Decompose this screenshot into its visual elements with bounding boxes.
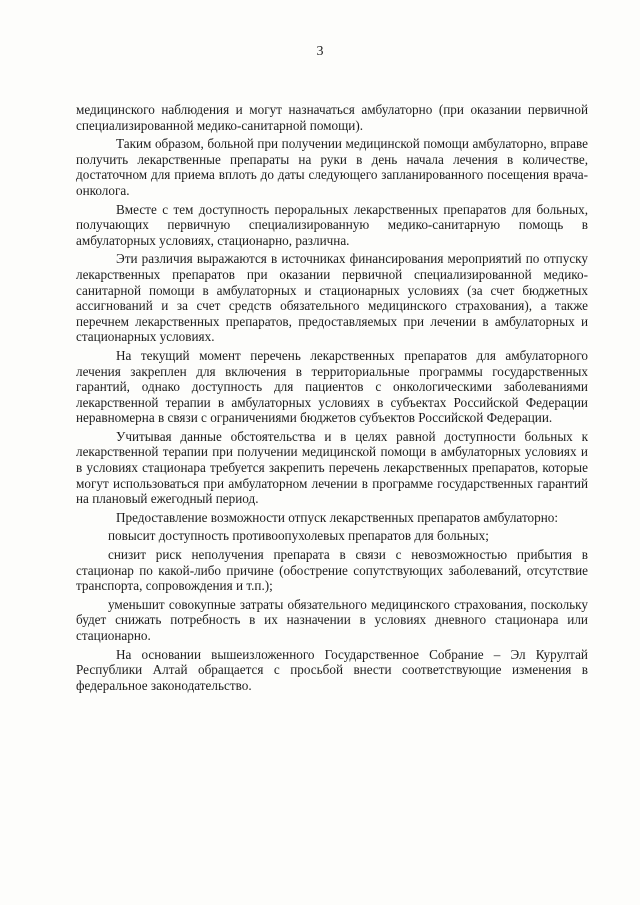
paragraph-outpatient-right: Таким образом, больной при получении медицинской помощи амбулаторно, вправе получить лекарственные препараты на руки в день начала лечения в количестве, достаточном для приема вплоть до даты следующего запланированного посещения врача-онколога. [76,136,588,198]
paragraph-proposal: Учитывая данные обстоятельства и в целях равной доступности больных к лекарственной терапии при получении медицинской помощи в амбулаторных условиях и в условиях стационара требуется закрепить перечень лекарственных препаратов, которые могут использоваться при амбулаторном лечении в программе государственных гарантий на плановый ежегодный период. [76,428,588,507]
paragraph-financing-differences: Эти различия выражаются в источниках финансирования мероприятий по отпуску лекарственных препаратов при оказании первичной специализированной медико-санитарной помощи в амбулаторных и стационарных условиях (за счет бюджетных ассигнований и за счет средств обязательного медицинского страхования), а также перечнем лекарственных препаратов, предоставляемых при лечении в амбулаторных и стационарных условиях. [76,251,588,345]
page-number: 3 [316,44,324,59]
list-item-risk: снизит риск неполучения препарата в связи с невозможностью прибытия в стационар по какой-либо причине (обострение сопутствующих заболеваний, отсутствие транспорта, сопровождения и т.п.); [76,547,588,594]
paragraph-continuation: медицинского наблюдения и могут назначаться амбулаторно (при оказании первичной специализированной медико-санитарной помощи). [76,102,588,133]
paragraph-current-list: На текущий момент перечень лекарственных препаратов для амбулаторного лечения закреплен для включения в территориальные программы государственных гарантий, однако доступность для пациентов с онкологическими заболеваниями лекарственной терапии в амбулаторных условиях в субъектах Российской Федерации неравномерна в связи с ограничениями бюджетов субъектов Российской Федерации. [76,347,588,426]
paragraph-benefits-intro: Предоставление возможности отпуск лекарственных препаратов амбулаторно: [116,509,559,525]
list-item-costs: уменьшит совокупные затраты обязательного медицинского страхования, поскольку будет снижать потребность в их назначении в условиях дневного стационара или стационарно. [76,596,588,643]
paragraph-conclusion: На основании вышеизложенного Государственное Собрание – Эл Курултай Республики Алтай обращается с просьбой внести соответствующие изменения в федеральное законодательство. [76,646,588,693]
document-body [76,102,588,696]
list-item-availability: повысит доступность противоопухолевых препаратов для больных; [108,528,489,544]
paragraph-availability: Вместе с тем доступность пероральных лекарственных препаратов для больных, получающих первичную специализированную медико-санитарную помощь в амбулаторных условиях, стационарно, различна. [76,201,588,248]
